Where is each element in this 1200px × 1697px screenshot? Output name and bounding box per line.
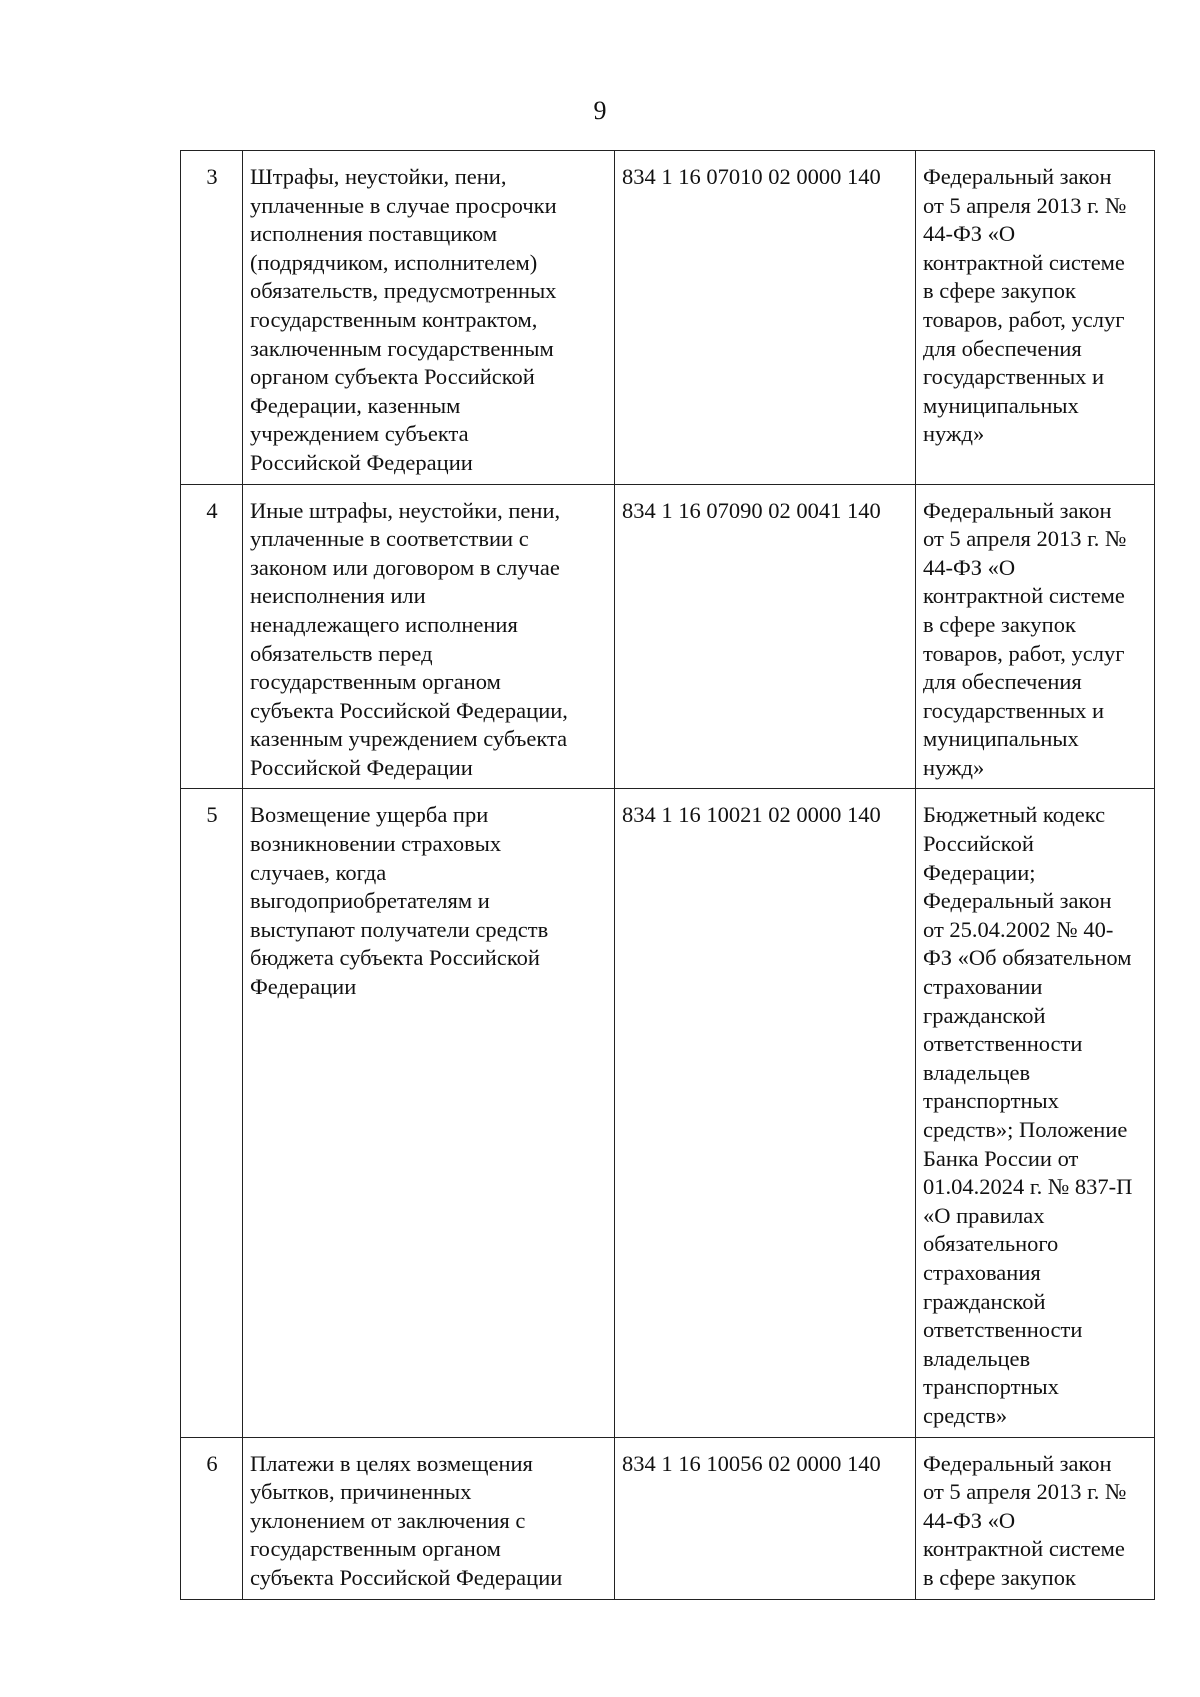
row-legal-basis: Федеральный закон от 5 апреля 2013 г. № 44-ФЗ «О контрактной системе в сфере закупок товаров, работ, услуг для обеспечения государственных и муниципальных нужд» [916,151,1155,485]
row-description: Возмещение ущерба при возникновении страховых случаев, когда выгодоприобретателям и выступают получатели средств бюджета субъекта Российской Федерации [243,789,615,1437]
row-description: Платежи в целях возмещения убытков, причиненных уклонением от заключения с государственным органом субъекта Российской Федерации [243,1437,615,1599]
row-legal-basis: Федеральный закон от 5 апреля 2013 г. № 44-ФЗ «О контрактной системе в сфере закупок [916,1437,1155,1599]
row-legal-basis: Федеральный закон от 5 апреля 2013 г. № 44-ФЗ «О контрактной системе в сфере закупок товаров, работ, услуг для обеспечения государственных и муниципальных нужд» [916,484,1155,789]
row-description: Штрафы, неустойки, пени, уплаченные в случае просрочки исполнения поставщиком (подрядчиком, исполнителем) обязательств, предусмотренных государственным контрактом, заключенным государственным органом субъекта Российской Федерации, казенным учреждением субъекта Российской Федерации [243,151,615,485]
row-number: 3 [181,151,243,485]
row-budget-code: 834 1 16 10056 02 0000 140 [615,1437,916,1599]
table-row [181,1437,1155,1599]
row-number: 6 [181,1437,243,1599]
table-row [181,484,1155,789]
row-legal-basis: Бюджетный кодекс Российской Федерации; Федеральный закон от 25.04.2002 № 40- ФЗ «Об обязательном страховании гражданской ответственности владельцев транспортных средств»; Положение Банка России от 01.04.2024 г. № 837-П «О правилах обязательного страхования гражданской ответственности владельцев транспортных средств» [916,789,1155,1437]
revenue-codes-table [180,150,1155,1600]
table-row [181,789,1155,1437]
row-number: 5 [181,789,243,1437]
row-budget-code: 834 1 16 07090 02 0041 140 [615,484,916,789]
row-description: Иные штрафы, неустойки, пени, уплаченные в соответствии с законом или договором в случае неисполнения или ненадлежащего исполнения обязательств перед государственным органом субъекта Российской Федерации, казенным учреждением субъекта Российской Федерации [243,484,615,789]
page-number: 9 [593,96,607,125]
row-number: 4 [181,484,243,789]
table-row [181,151,1155,485]
row-budget-code: 834 1 16 07010 02 0000 140 [615,151,916,485]
row-budget-code: 834 1 16 10021 02 0000 140 [615,789,916,1437]
